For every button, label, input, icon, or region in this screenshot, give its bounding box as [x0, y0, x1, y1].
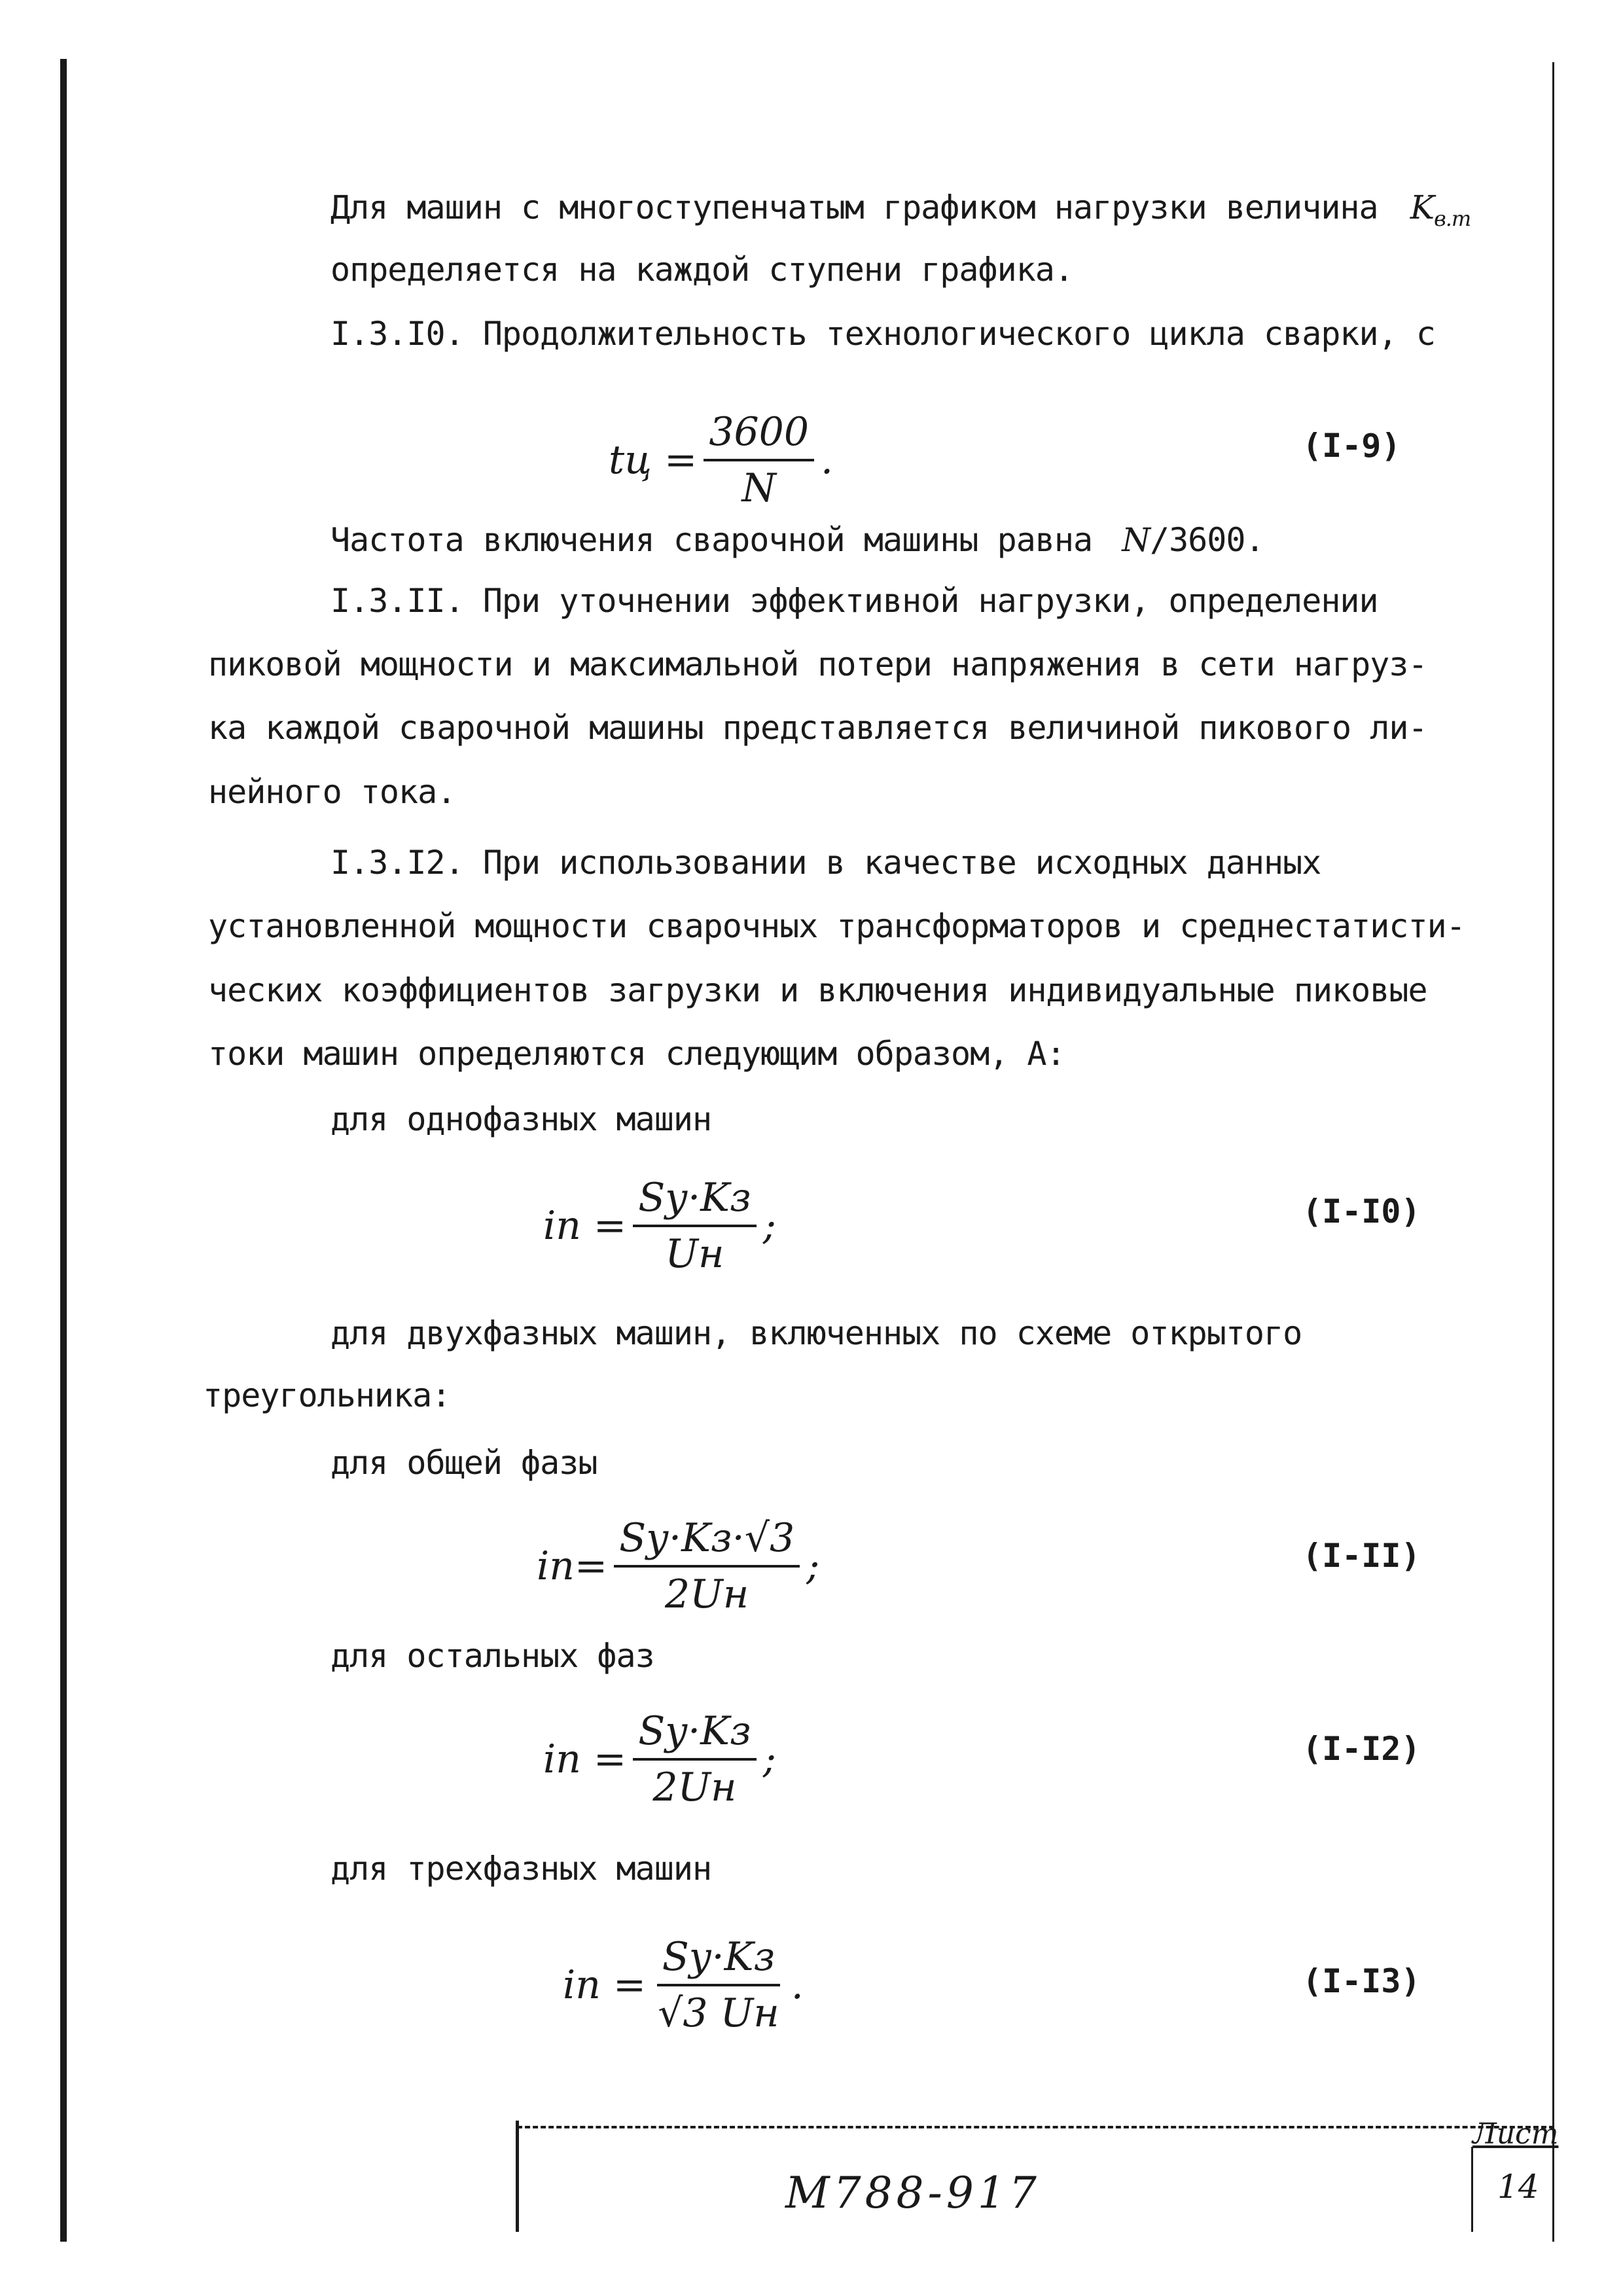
title-block-sheet-rule: [1471, 2147, 1473, 2232]
formula-i-9: tц = $\frac{3600}{N}$ .: [609, 409, 834, 511]
text-line-6: пиковой мощности и максимальной потери напряжения в сети нагруз-: [208, 645, 1427, 683]
formula-lhs: iп=: [537, 1543, 608, 1589]
formula-lhs: iп =: [543, 1203, 627, 1249]
text-line-16: для общей фазы: [330, 1444, 597, 1482]
equation-number-i-10: (I-I0): [1302, 1193, 1421, 1230]
text-line-15: треугольника:: [203, 1376, 451, 1414]
title-block-top-rule: [517, 2126, 1554, 2128]
sheet-label: Лист: [1472, 2117, 1559, 2151]
text-line-4: Частота включения сварочной машины равна N/3600.: [330, 521, 1264, 559]
section-1-3-12-heading: I.3.I2. При использовании в качестве исходных данных: [330, 844, 1321, 882]
section-1-3-11-heading: I.3.II. При уточнении эффективной нагрузки, определении: [330, 582, 1378, 620]
formula-i-11: iп= $\frac{Sу\cdot Kз\cdot√3}{2Uн}$ ;: [537, 1515, 820, 1617]
section-1-3-10-heading: I.3.I0. Продолжительность технологического цикла сварки, с: [330, 315, 1435, 353]
equation-number-i-13: (I-I3): [1302, 1962, 1421, 2000]
equation-number-i-9: (I-9): [1302, 427, 1401, 465]
equation-number-i-12: (I-I2): [1302, 1730, 1421, 1768]
formula-i-13: iп = $\frac{Sу\cdot Kз}{√3 Uн}$ .: [563, 1934, 804, 2036]
right-margin-rule: [1552, 62, 1554, 2242]
formula-lhs: iп =: [563, 1962, 647, 2008]
text-line-8: нейного тока.: [208, 773, 456, 811]
text-line-2: определяется на каждой ступени графика.: [330, 251, 1073, 289]
formula-lhs: tц =: [609, 437, 698, 483]
text-line-14: для двухфазных машин, включенных по схеме открытого: [330, 1314, 1302, 1352]
text-line-11: ческих коэффициентов загрузки и включения индивидуальные пиковые: [208, 971, 1427, 1009]
text-line-10: установленной мощности сварочных трансформаторов и среднестатисти-: [208, 907, 1465, 945]
text-line-18: для трехфазных машин: [330, 1850, 712, 1888]
document-code: М788-917: [785, 2168, 1041, 2218]
title-block-left-rule: [516, 2121, 519, 2232]
sheet-number: 14: [1497, 2168, 1539, 2206]
text-line-1: Для машин с многоступенчатым графиком нагрузки величина $K_{в.т}$: [330, 188, 1471, 231]
formula-i-10: iп = $\frac{Sу\cdot Kз}{Uн}$ ;: [543, 1175, 776, 1277]
left-margin-rule: [60, 59, 67, 2242]
symbol-n: N: [1122, 521, 1150, 559]
formula-lhs: iп =: [543, 1736, 627, 1782]
text-line-7: ка каждой сварочной машины представляется величиной пикового ли-: [208, 709, 1427, 747]
text-line-12: токи машин определяются следующим образом, А:: [208, 1035, 1065, 1073]
formula-i-12: iп = $\frac{Sу\cdot Kз}{2Uн}$ ;: [543, 1708, 776, 1810]
equation-number-i-11: (I-II): [1302, 1537, 1421, 1575]
symbol-k: $K_{в.т}$: [1410, 188, 1471, 231]
text-line-17: для остальных фаз: [330, 1637, 654, 1675]
text-line-13: для однофазных машин: [330, 1100, 712, 1138]
